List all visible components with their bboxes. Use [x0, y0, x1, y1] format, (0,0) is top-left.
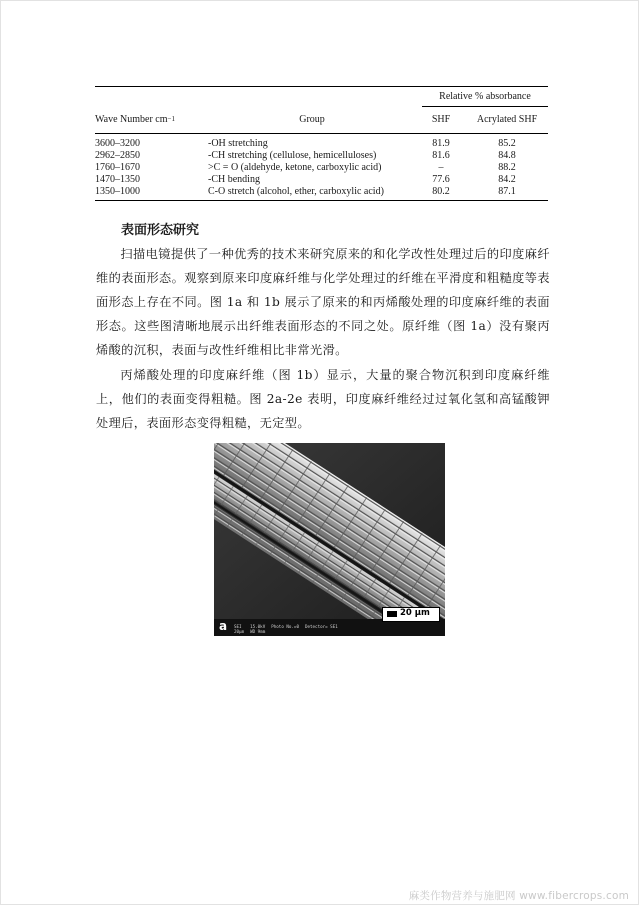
cell-group: C-O stretch (alcohol, ether, carboxylic acid): [208, 186, 416, 201]
info-text: 20µm: [234, 629, 245, 634]
table-top-rule-cell: [95, 87, 208, 108]
cell-wave: 2962–2850: [95, 150, 140, 161]
table-row: [95, 186, 548, 201]
watermark: 麻类作物营养与施肥网 www.fibercrops.com: [408, 890, 629, 902]
header-relative-absorbance: [416, 87, 548, 108]
table-row: [95, 162, 548, 174]
figure-letter: a: [219, 619, 228, 633]
cell-group: -OH stretching: [208, 138, 268, 149]
cell-group: >C = O (aldehyde, ketone, carboxylic acid): [208, 162, 382, 173]
header-group-label: Relative % absorbance: [439, 91, 531, 102]
cell-acr: 88.2: [498, 162, 516, 173]
cell-acr: 87.1: [466, 186, 548, 201]
info-text: WD 9mm: [250, 629, 266, 634]
scale-bar-box: [382, 607, 440, 622]
sem-info-bar: [234, 624, 425, 635]
header-group: Group: [208, 107, 416, 134]
cell-shf: 77.6: [432, 174, 450, 185]
info-col: [234, 624, 244, 635]
info-col: [305, 624, 338, 635]
sem-micrograph-figure: [214, 443, 445, 636]
scale-bar: [387, 611, 397, 617]
table-top-rule-cell: [208, 87, 416, 108]
cell-acr: 84.2: [498, 174, 516, 185]
info-text: Detector= SE1: [304, 624, 338, 629]
paragraph-2: 丙烯酸处理的印度麻纤维（图 1b）显示，大量的聚合物沉积到印度麻纤维上，他们的表面变得粗糙。图 2a-2e 表明，印度麻纤维经过过氧化氢和高锰酸钾处理后，表面形态变得粗糙，无定型。: [96, 368, 550, 430]
table-row: [95, 150, 548, 162]
scale-label: 20 µm: [400, 608, 430, 618]
info-text: SEI: [234, 624, 242, 629]
cell-wave: 1470–1350: [95, 174, 140, 185]
info-col: [250, 624, 265, 635]
info-text: Photo No.=0: [271, 624, 299, 629]
header-wave-sup: −1: [167, 115, 175, 123]
cell-wave: 3600–3200: [95, 138, 140, 149]
cell-wave: 1350–1000: [95, 186, 208, 201]
header-wave-label: Wave Number cm: [95, 114, 168, 125]
header-wave-number: [95, 107, 208, 134]
table-row: [95, 134, 548, 151]
paragraph-1: 扫描电镜提供了一种优秀的技术来研究原来的和化学改性处理过后的印度麻纤维的表面形态。观察到原来印度麻纤维与化学处理过的纤维在平滑度和粗糙度等表面形态上存在不同。图 1a 和 1b 展示了原来的和丙烯酸处理的印度麻纤维的表面形态。这些图清晰地展示出纤维表面形态的不同之处。原纤维（图 1a）没有聚丙烯酸的沉积，表面与改性纤维相比非常光滑。: [96, 247, 550, 357]
cell-shf: 80.2: [416, 186, 466, 201]
ftir-table: [95, 86, 548, 201]
cell-shf: 81.9: [432, 138, 450, 149]
info-col: [271, 624, 299, 635]
cell-acr: 84.8: [498, 150, 516, 161]
header-shf: SHF: [416, 107, 466, 134]
cell-group: -CH bending: [208, 174, 260, 185]
cell-shf: –: [438, 162, 444, 173]
header-acrylated-shf: Acrylated SHF: [466, 107, 548, 134]
cell-shf: 81.6: [432, 150, 450, 161]
info-text: 15.0kV: [250, 624, 266, 629]
cell-group: -CH stretching (cellulose, hemicelluloses): [208, 150, 377, 161]
table-row: [95, 174, 548, 186]
section-heading: 表面形态研究: [121, 223, 200, 238]
cell-acr: 85.2: [498, 138, 516, 149]
cell-wave: 1760–1670: [95, 162, 140, 173]
